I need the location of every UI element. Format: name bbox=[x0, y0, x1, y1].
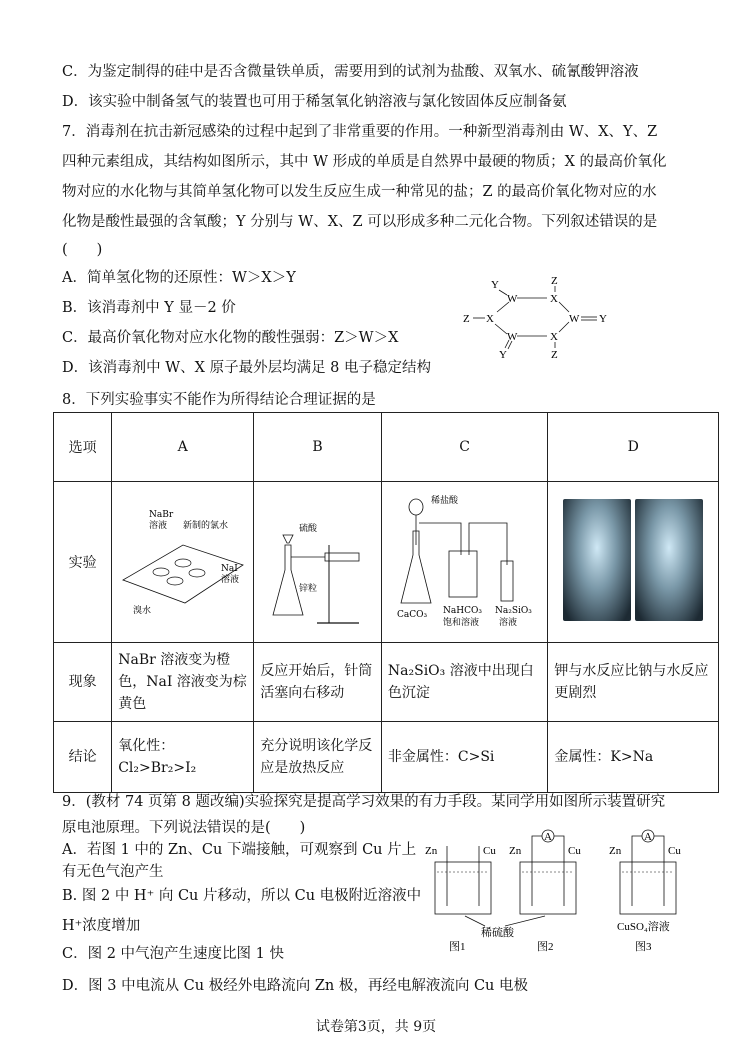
phen-b: 反应开始后，针筒活塞向右移动 bbox=[254, 643, 382, 722]
q9-option-b-2: H⁺浓度增加 bbox=[62, 918, 141, 934]
row-label-experiment: 实验 bbox=[54, 482, 112, 643]
mol-w2: W bbox=[569, 313, 580, 325]
label-fig1: 图1 bbox=[449, 941, 466, 953]
page-footer: 试卷第3页，共 9页 bbox=[315, 1019, 437, 1035]
label-dilute-hcl: 稀盐酸 bbox=[430, 496, 458, 506]
cell2-ammeter: A bbox=[544, 831, 552, 843]
label-cuso4: CuSO₄溶液 bbox=[617, 921, 670, 933]
fig-c bbox=[381, 482, 548, 643]
label-fig3: 图3 bbox=[635, 941, 652, 953]
header-d: D bbox=[548, 413, 719, 482]
cell1-cu: Cu bbox=[483, 845, 496, 857]
label-zinc: 锌粒 bbox=[299, 584, 318, 594]
fig-b bbox=[254, 482, 382, 643]
q7-stem-1: 7．消毒剂在抗击新冠感染的过程中起到了非常重要的作用。一种新型消毒剂由 W、X、Y、Z bbox=[62, 124, 658, 140]
cell3-cu: Cu bbox=[668, 845, 681, 857]
mol-y2: Y bbox=[599, 313, 607, 325]
gas-wash-diagram bbox=[383, 485, 543, 635]
label-nai: NaI bbox=[221, 564, 239, 574]
q6-option-c: C．为鉴定制得的硅中是否含微量铁单质，需要用到的试剂为盐酸、双氧水、硫氰酸钾溶液 bbox=[62, 64, 639, 80]
label-nabr: NaBr bbox=[149, 510, 174, 520]
cell1-zn: Zn bbox=[425, 845, 438, 857]
q9-option-c: C．图 2 中气泡产生速度比图 1 快 bbox=[62, 946, 284, 962]
header-option: 选项 bbox=[54, 413, 112, 482]
row-label-conclusion: 结论 bbox=[54, 722, 112, 793]
q9-stem-1: 9．(教材 74 页第 8 题改编)实验探究是提高学习效果的有力手段。某同学用如图所示装置研究 bbox=[62, 794, 666, 810]
label-sulfuric-acid: 硫酸 bbox=[299, 524, 318, 534]
label-solution-2: 溶液 bbox=[221, 575, 240, 585]
row-label-phenomenon: 现象 bbox=[54, 643, 112, 722]
q9-option-a-1: A．若图 1 中的 Zn、Cu 下端接触，可观察到 Cu 片上 bbox=[62, 842, 417, 858]
concl-d: 金属性：K>Na bbox=[548, 722, 719, 793]
q9-option-b-1: B. 图 2 中 H⁺ 向 Cu 片移动，所以 Cu 电极附近溶液中 bbox=[62, 888, 422, 904]
mol-x3: X bbox=[550, 331, 558, 343]
fig-a bbox=[112, 482, 254, 643]
header-a: A bbox=[112, 413, 254, 482]
cell3-ammeter: A bbox=[644, 831, 652, 843]
sodium-water-photo bbox=[635, 499, 703, 621]
fig-d bbox=[548, 482, 719, 643]
q7-option-d: D．该消毒剂中 W、X 原子最外层均满足 8 电子稳定结构 bbox=[62, 360, 432, 376]
q9-option-a-2: 有无色气泡产生 bbox=[62, 864, 164, 880]
mol-y3: Y bbox=[499, 349, 507, 361]
mol-y1: Y bbox=[491, 279, 499, 291]
label-dilute-sulfuric: 稀硫酸 bbox=[481, 927, 514, 939]
spot-plate-diagram bbox=[113, 485, 249, 635]
label-saturated-solution: 饱和溶液 bbox=[442, 618, 479, 628]
potassium-water-photo bbox=[563, 499, 631, 621]
label-solution: 溶液 bbox=[149, 521, 168, 531]
q7-stem-5: ( ) bbox=[62, 242, 103, 258]
concl-a: 氧化性：Cl₂>Br₂>I₂ bbox=[112, 722, 254, 793]
label-bromine-water: 溴水 bbox=[133, 606, 152, 616]
flask-syringe-diagram bbox=[255, 485, 377, 635]
cell2-zn: Zn bbox=[509, 845, 522, 857]
mol-z2: Z bbox=[463, 313, 470, 325]
galvanic-cells-diagram bbox=[425, 826, 725, 956]
header-b: B bbox=[254, 413, 382, 482]
label-caco3: CaCO₃ bbox=[396, 610, 428, 620]
q7-option-b: B．该消毒剂中 Y 显－2 价 bbox=[62, 300, 236, 316]
concl-b: 充分说明该化学反应是放热反应 bbox=[254, 722, 382, 793]
header-c: C bbox=[381, 413, 548, 482]
mol-z3: Z bbox=[551, 349, 558, 361]
mol-x1: X bbox=[550, 293, 558, 305]
label-fig2: 图2 bbox=[537, 941, 554, 953]
q8-table bbox=[53, 412, 719, 793]
q7-stem-2: 四种元素组成，其结构如图所示，其中 W 形成的单质是自然界中最硬的物质；X 的最高价氧化 bbox=[62, 154, 667, 170]
concl-c: 非金属性：C>Si bbox=[381, 722, 548, 793]
mol-w3: W bbox=[507, 331, 518, 343]
q7-option-a: A．简单氢化物的还原性：W＞X＞Y bbox=[62, 270, 296, 286]
q7-option-c: C．最高价氧化物对应水化物的酸性强弱：Z＞W＞X bbox=[62, 330, 399, 346]
q7-structure-diagram bbox=[455, 274, 615, 374]
phen-a: NaBr 溶液变为橙色，NaI 溶液变为棕黄色 bbox=[112, 643, 254, 722]
phen-d: 钾与水反应比钠与水反应更剧烈 bbox=[548, 643, 719, 722]
mol-w1: W bbox=[507, 293, 518, 305]
label-nahco3: NaHCO₃ bbox=[442, 606, 482, 616]
cell3-zn: Zn bbox=[609, 845, 622, 857]
label-solution-c: 溶液 bbox=[498, 618, 517, 628]
label-na2sio3: Na₂SiO₃ bbox=[494, 606, 532, 616]
label-chlorine-water: 新制的氯水 bbox=[183, 521, 229, 531]
q9-stem-2: 原电池原理。下列说法错误的是( ) bbox=[62, 820, 306, 836]
mol-x2: X bbox=[486, 313, 494, 325]
q7-stem-4: 化物是酸性最强的含氧酸；Y 分别与 W、X、Z 可以形成多种二元化合物。下列叙述错误的是 bbox=[62, 214, 658, 230]
phen-c: Na₂SiO₃ 溶液中出现白色沉淀 bbox=[381, 643, 548, 722]
q8-stem: 8．下列实验事实不能作为所得结论合理证据的是 bbox=[62, 392, 376, 408]
q9-option-d: D．图 3 中电流从 Cu 极经外电路流向 Zn 极，再经电解液流向 Cu 电极 bbox=[62, 978, 529, 994]
q6-option-d: D．该实验中制备氢气的装置也可用于稀氢氧化钠溶液与氯化铵固体反应制备氨 bbox=[62, 94, 567, 110]
mol-z1: Z bbox=[551, 275, 558, 287]
cell2-cu: Cu bbox=[568, 845, 581, 857]
q7-stem-3: 物对应的水化物与其简单氢化物可以发生反应生成一种常见的盐；Z 的最高价氧化物对应的水 bbox=[62, 184, 657, 200]
